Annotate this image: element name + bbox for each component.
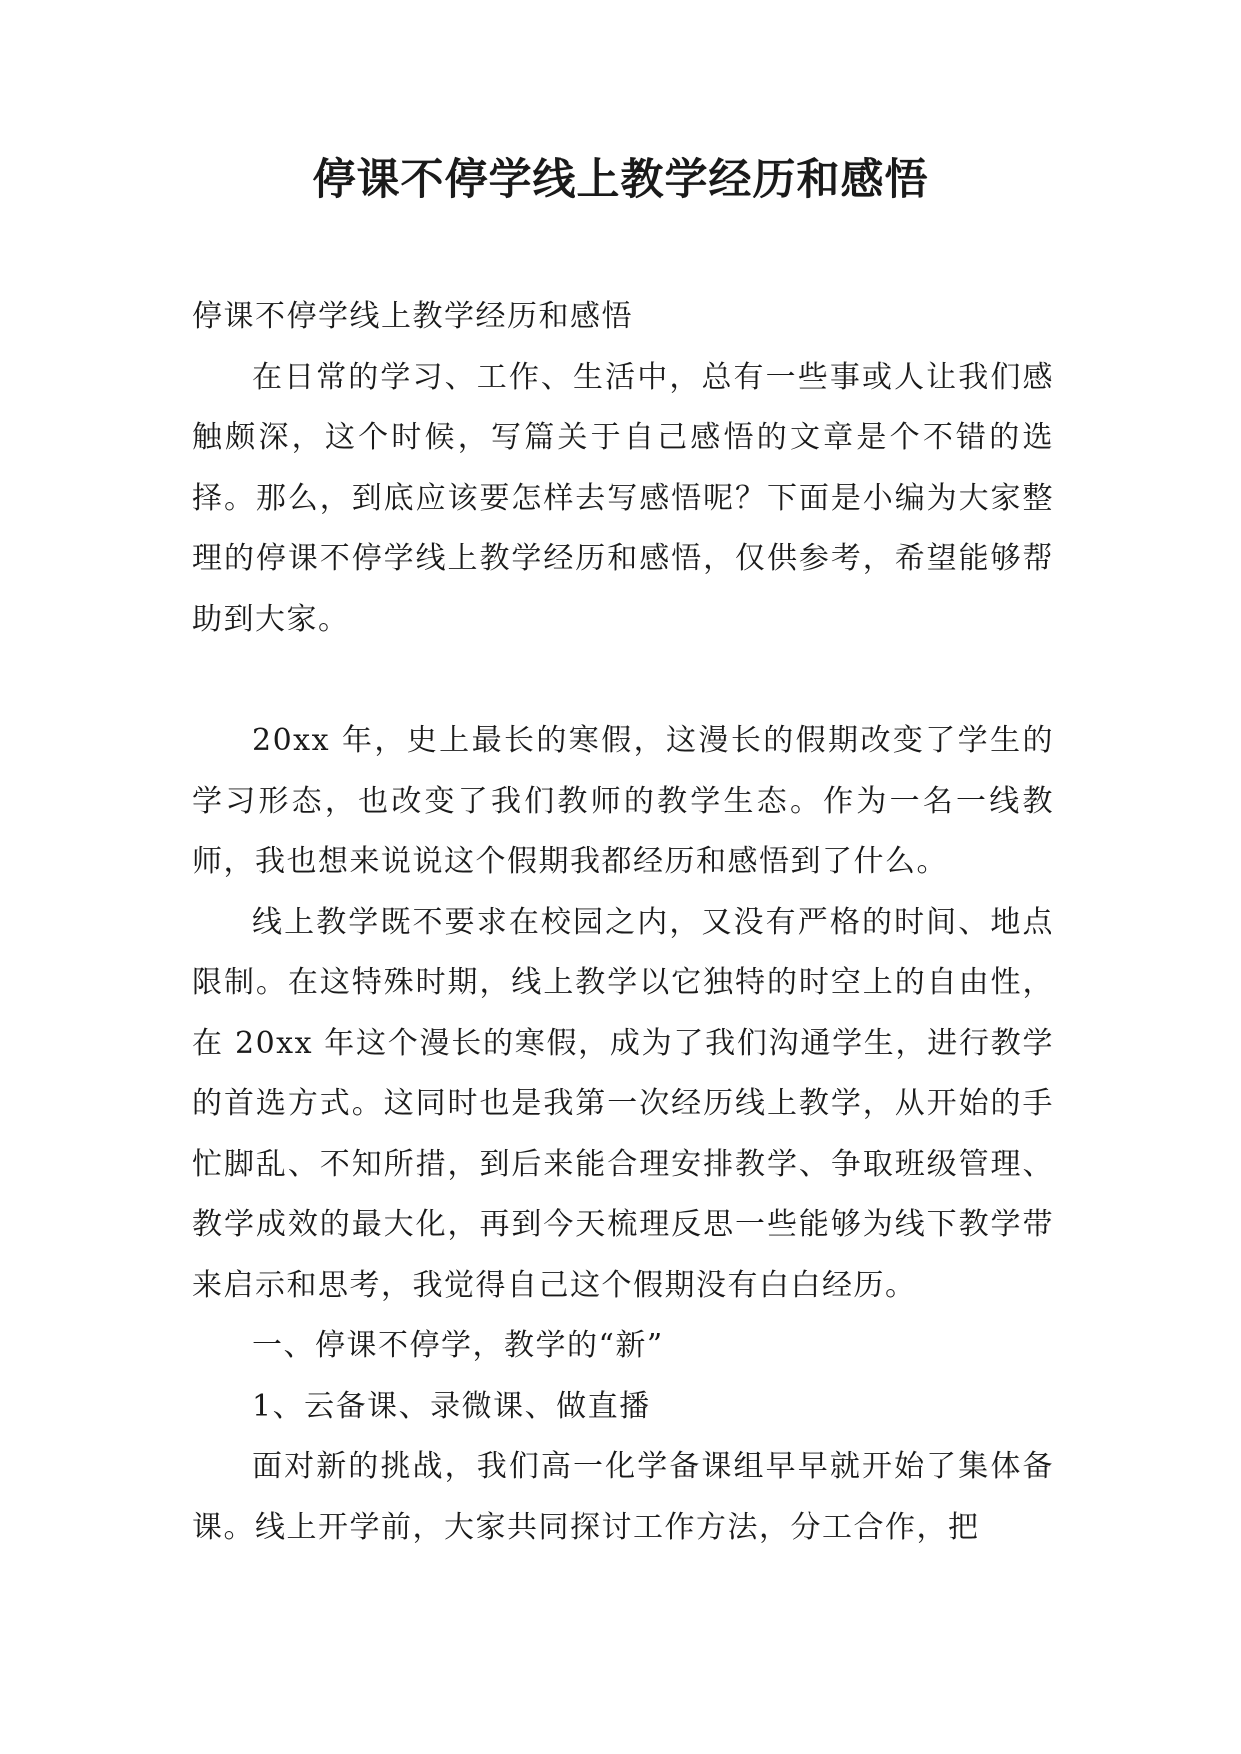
paragraph: 线上教学既不要求在校园之内，又没有严格的时间、地点限制。在这特殊时期，线上教学以它独特的时空上的自由性，在 20xx 年这个漫长的寒假，成为了我们沟通学生，进行教学的首选方式。这同时也是我第一次经历线上教学，从开始的手忙脚乱、不知所措，到后来能合理安排教学、争取班级管理、教学成效的最大化，再到今天梳理反思一些能够为线下教学带来启示和思考，我觉得自己这个假期没有白白经历。 [192,904,1054,1303]
paragraph: 20xx 年，史上最长的寒假，这漫长的假期改变了学生的学习形态，也改变了我们教师的教学生态。作为一名一线教师，我也想来说说这个假期我都经历和感悟到了什么。 [192,723,1054,879]
paragraph-intro: 在日常的学习、工作、生活中，总有一些事或人让我们感触颇深，这个时候，写篇关于自己感悟的文章是个不错的选择。那么，到底应该要怎样去写感悟呢？下面是小编为大家整理的停课不停学线上教学经历和感悟，仅供参考，希望能够帮助到大家。 [192,359,1054,637]
document-title: 停课不停学线上教学经历和感悟 [312,155,929,205]
subsection-heading: 1、云备课、录微课、做直播 [252,1388,651,1424]
section-heading: 一、停课不停学，教学的“新” [252,1328,664,1363]
document-body [192,287,1054,1558]
paragraph: 面对新的挑战，我们高一化学备课组早早就开始了集体备课。线上开学前，大家共同探讨工作方法，分工合作，把 [192,1449,1054,1545]
document-subtitle: 停课不停学线上教学经历和感悟 [192,299,633,334]
